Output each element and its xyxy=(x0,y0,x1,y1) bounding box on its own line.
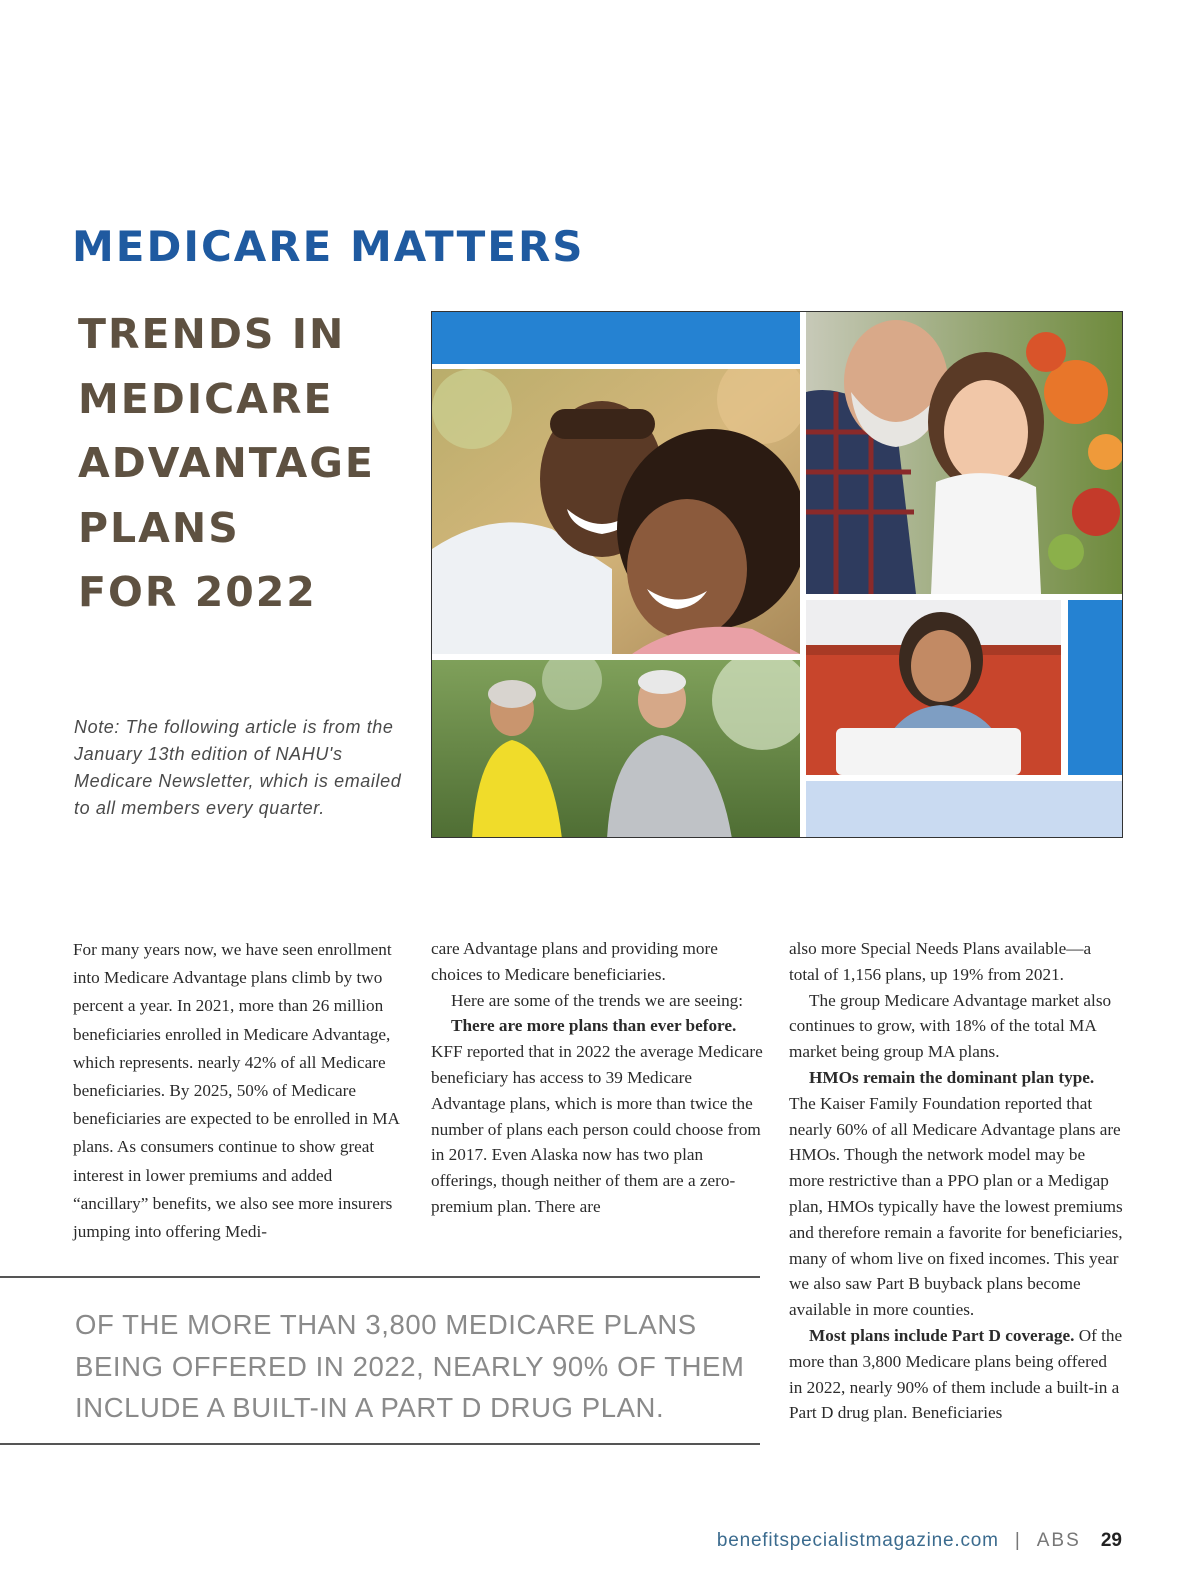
page-footer xyxy=(717,1530,1122,1552)
paragraph: also more Special Needs Plans available—a total of 1,156 plans, up 19% from 2021. xyxy=(789,939,1092,984)
paragraph: The group Medicare Advantage market also continues to grow, with 18% of the total MA market being group MA plans. xyxy=(789,990,1112,1062)
pullquote-rule-top xyxy=(0,1276,760,1278)
photo-woman-laptop xyxy=(806,600,1061,775)
article-column-3 xyxy=(789,936,1124,1426)
accent-block xyxy=(1068,600,1123,775)
headline-line: FOR 2022 xyxy=(78,568,317,616)
headline-line: PLANS xyxy=(78,503,240,552)
footer-separator: | xyxy=(1014,1530,1021,1551)
paragraph: There are more plans than ever before. KFF reported that in 2022 the average Medicare beneficiary has access to 39 Medicare Advantage plans, which is more than twice the number of plans each person could choose from in 2017. Even Alaska now has two plan offerings, though neither of them are a zero-premium plan. There are xyxy=(431,1016,763,1216)
footer-publication: ABS xyxy=(1036,1530,1081,1551)
section-title: MEDICARE MATTERS xyxy=(72,222,585,271)
headline-line: ADVANTAGE xyxy=(78,439,375,487)
photo-senior-couple xyxy=(432,369,800,654)
page-number: 29 xyxy=(1100,1530,1122,1551)
paragraph: For many years now, we have seen enrollment into Medicare Advantage plans climb by two percent a year. In 2021, more than 26 million beneficiaries enrolled in Medicare Advantage, which represents. nearly 42% of all Medicare beneficiaries. By 2025, 50% of Medicare beneficiaries are expected to be enrolled in MA plans. As consumers continue to show great interest in lower premiums and added “ancillary” benefits, we also see more insurers jumping into offering Medi- xyxy=(73,940,399,1242)
article-column-1 xyxy=(73,936,408,1246)
photo-collage xyxy=(431,311,1123,838)
editor-note: Note: The following article is from the January 13th edition of NAHU's Medicare Newsletter, which is emailed to all members every quarter. xyxy=(74,717,402,818)
pullquote-rule-bottom xyxy=(0,1443,760,1445)
paragraph: care Advantage plans and providing more choices to Medicare beneficiaries. xyxy=(431,939,718,984)
footer-site-link[interactable]: benefitspecialistmagazine.com xyxy=(716,1530,999,1551)
subhead: HMOs remain the dominant plan type. xyxy=(809,1067,1095,1087)
paragraph: HMOs remain the dominant plan type. The Kaiser Family Foundation reported that nearly 60% of all Medicare Advantage plans are HMOs. Though the network model may be more restrictive than a PPO plan or a Medigap plan, HMOs typically have the lowest premiums and therefore remain a favorite for beneficiaries, many of whom live on fixed incomes. This year we also saw Part B buyback plans become available in more counties. xyxy=(789,1067,1123,1320)
subhead: Most plans include Part D coverage. xyxy=(809,1325,1075,1345)
pullquote: OF THE MORE THAN 3,800 MEDICARE PLANS BEING OFFERED IN 2022, NEARLY 90% OF THEM INCLUDE A BUILT-IN A PART D DRUG PLAN. xyxy=(75,1309,745,1423)
headline-line: MEDICARE xyxy=(78,374,334,423)
headline-line: TRENDS IN xyxy=(78,310,346,358)
subhead: There are more plans than ever before. xyxy=(451,1016,737,1036)
photo-jogging-couple xyxy=(432,660,800,838)
paragraph: Here are some of the trends we are seeing: xyxy=(451,990,744,1010)
accent-block xyxy=(432,312,800,364)
accent-block xyxy=(806,781,1123,838)
article-headline xyxy=(78,302,418,625)
paragraph: Most plans include Part D coverage. Of the more than 3,800 Medicare plans being offered in 2022, nearly 90% of them include a built-in a Part D drug plan. Beneficiaries xyxy=(789,1325,1123,1423)
article-column-2 xyxy=(431,936,763,1220)
photo-grandfather-granddaughter xyxy=(806,312,1123,594)
